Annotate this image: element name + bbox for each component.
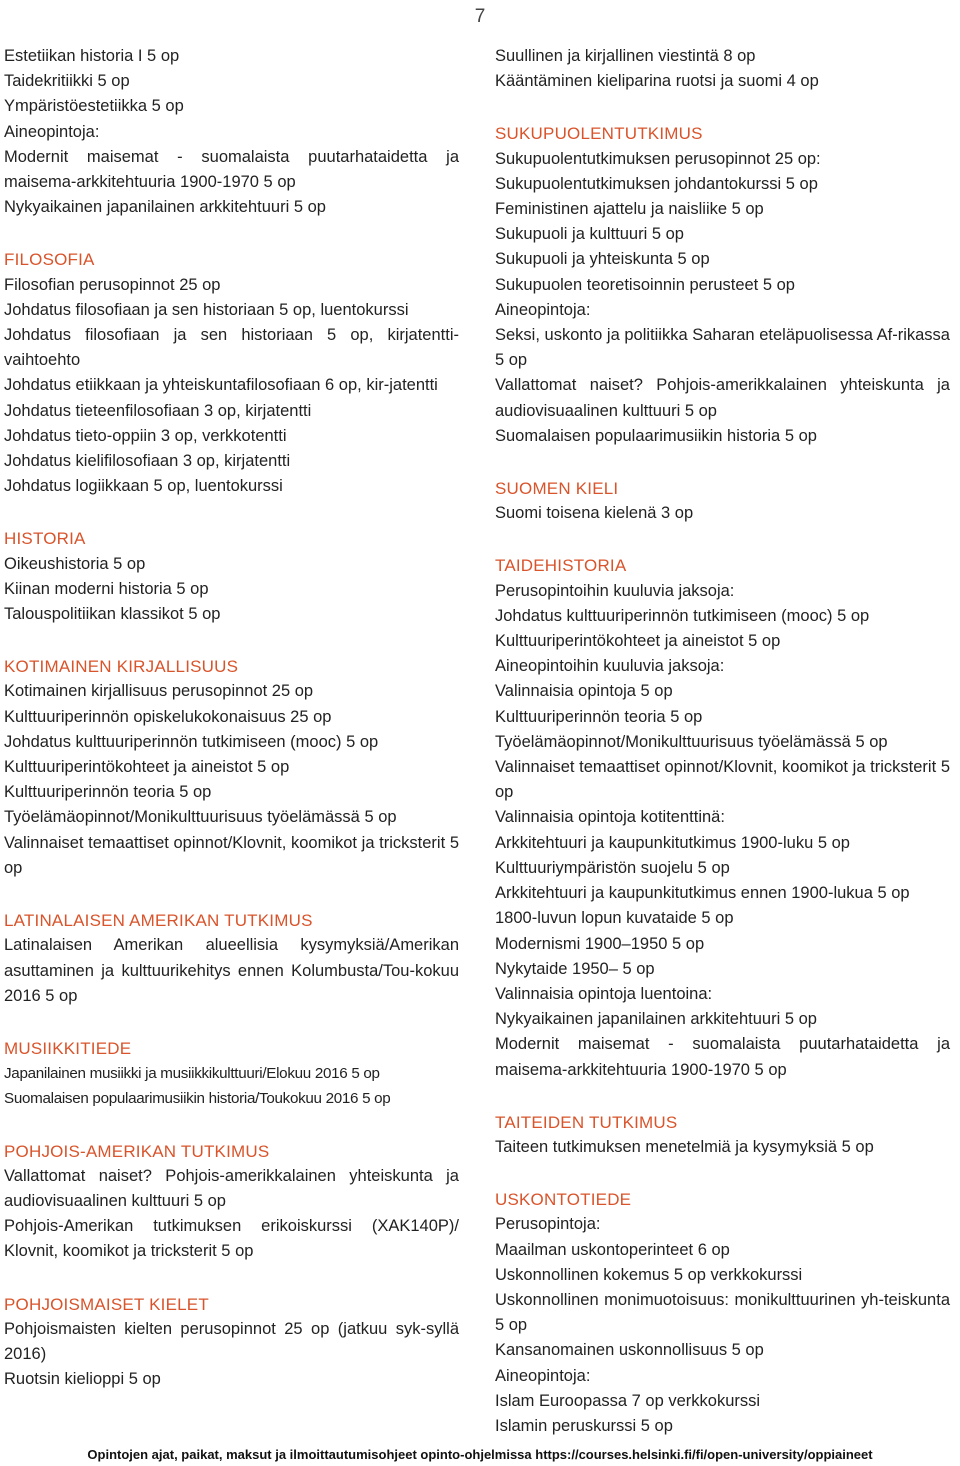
section-historia <box>4 526 459 627</box>
section-heading: SUKUPUOLENTUTKIMUS <box>495 124 703 144</box>
course-item: Johdatus tieto-oppiin 3 op, verkkotentti <box>4 426 287 445</box>
course-item: Suomalaisen populaarimusiikin historia/Toukokuu 2016 5 op <box>4 1090 391 1108</box>
course-item: Suullinen ja kirjallinen viestintä 8 op <box>495 47 756 65</box>
right-column <box>495 44 950 1466</box>
course-item: 1800-luvun lopun kuvataide 5 op <box>495 909 734 928</box>
footer-note: Opintojen ajat, paikat, maksut ja ilmoittautumisohjeet opinto-ohjelmissa https://courses.helsinki.fi/fi/open-university/oppiaineet <box>87 1447 873 1462</box>
course-item: Latinalaisen Amerikan alueellisia kysymyksiä/Amerikan asuttaminen ja kulttuurikehitys ennen Kolumbusta/Tou-kokuu 2016 5 op <box>4 936 459 1005</box>
section-uskontotiede <box>495 1187 950 1439</box>
section-kotimainen-kirjallisuus <box>4 654 459 881</box>
course-item: Johdatus kulttuuriperinnön tutkimiseen (mooc) 5 op <box>495 606 870 625</box>
course-item: Modernismi 1900–1950 5 op <box>495 934 705 953</box>
course-item: Johdatus tieteenfilosofiaan 3 op, kirjatentti <box>4 401 312 420</box>
section-heading: USKONTOTIEDE <box>495 1190 632 1210</box>
course-item: Johdatus filosofiaan ja sen historiaan 5 op, kirjatentti-vaihtoehto <box>4 326 459 370</box>
section-suomen-kieli <box>495 476 950 526</box>
course-item: Sukupuolentutkimuksen johdantokurssi 5 op <box>495 174 818 193</box>
course-item: Pohjois-Amerikan tutkimuksen erikoiskurssi (XAK140P)/ Klovnit, koomikot ja tricksterit 5 op <box>4 1217 459 1261</box>
section-heading: POHJOISMAISET KIELET <box>4 1294 209 1314</box>
course-item: Oikeushistoria 5 op <box>4 554 146 573</box>
course-item: Kulttuuriympäristön suojelu 5 op <box>495 858 730 877</box>
section-taidehistoria <box>495 553 950 1082</box>
course-item: Arkkitehtuuri ja kaupunkitutkimus ennen 1900-lukua 5 op <box>495 884 910 903</box>
course-item: Suomalaisen populaarimusiikin historia 5 op <box>495 426 817 445</box>
course-item: Nykytaide 1950– 5 op <box>495 959 655 978</box>
course-item: Maailman uskontoperinteet 6 op <box>495 1240 730 1259</box>
course-item: Pohjoismaisten kielten perusopinnot 25 op (jatkuu syk-syllä 2016) <box>4 1319 459 1363</box>
course-item: Valinnaisia opintoja 5 op <box>495 682 673 701</box>
section-latinalaisen-amerikan-tutkimus <box>4 908 459 1009</box>
section-heading: MUSIIKKITIEDE <box>4 1038 132 1058</box>
section-heading: HISTORIA <box>4 529 86 549</box>
course-item: Suomi toisena kielenä 3 op <box>495 504 694 523</box>
course-item: Islamin peruskurssi 5 op <box>495 1416 673 1435</box>
course-item: Kansanomainen uskonnollisuus 5 op <box>495 1341 764 1360</box>
course-item: Johdatus etiikkaan ja yhteiskuntafilosofiaan 6 op, kir-jatentti <box>4 376 438 395</box>
course-item: Ruotsin kielioppi 5 op <box>4 1370 161 1389</box>
course-item: Feministinen ajattelu ja naisliike 5 op <box>495 200 764 219</box>
section-filosofia <box>4 247 459 499</box>
course-item: Johdatus kielifilosofiaan 3 op, kirjatentti <box>4 452 291 471</box>
section-heading: TAIDEHISTORIA <box>495 556 627 576</box>
course-item: Modernit maisemat - suomalaista puutarhataidetta ja maisema-arkkitehtuuria 1900-1970 5 op <box>4 147 459 192</box>
course-item: Japanilainen musiikki ja musiikkikulttuuri/Elokuu 2016 5 op <box>4 1065 380 1083</box>
section-heading: KOTIMAINEN KIRJALLISUUS <box>4 657 239 677</box>
section-pohjoismaiset-kielet <box>4 1292 459 1393</box>
section-heading: SUOMEN KIELI <box>495 479 619 499</box>
course-item: Kulttuuriperintökohteet ja aineistot 5 op <box>495 632 781 651</box>
course-item: Aineopintoja: <box>495 300 591 319</box>
left-column <box>4 44 459 1419</box>
section-musiikkitiede <box>4 1036 459 1112</box>
course-item: Johdatus logiikkaan 5 op, luentokurssi <box>4 477 283 496</box>
section-sukupuolentutkimus <box>495 121 950 449</box>
course-item: Vallattomat naiset? Pohjois-amerikkalainen yhteiskunta ja audiovisuaalinen kulttuuri 5 op <box>495 376 950 420</box>
section-heading: TAITEIDEN TUTKIMUS <box>495 1112 678 1132</box>
course-item: Vallattomat naiset? Pohjois-amerikkalainen yhteiskunta ja audiovisuaalinen kulttuuri 5 op <box>4 1166 459 1210</box>
section-continued <box>4 44 459 220</box>
course-item: Uskonnollinen monimuotoisuus: monikulttuurinen yh-teiskunta 5 op <box>495 1290 950 1335</box>
course-item: Modernit maisemat - suomalaista puutarhataidetta ja maisema-arkkitehtuuria 1900-1970 5 op <box>495 1035 950 1079</box>
course-item: Perusopintoihin kuuluvia jaksoja: <box>495 581 735 600</box>
course-item: Estetiikan historia I 5 op <box>4 47 180 65</box>
course-item: Arkkitehtuuri ja kaupunkitutkimus 1900-luku 5 op <box>495 833 850 852</box>
section-taiteiden-tutkimus <box>495 1110 950 1160</box>
course-item: Kiinan moderni historia 5 op <box>4 579 209 598</box>
course-item: Aineopintoja: <box>4 122 100 141</box>
section-pohjois-amerikan-tutkimus <box>4 1139 459 1265</box>
course-item: Kääntäminen kieliparina ruotsi ja suomi 4 op <box>495 72 819 91</box>
course-item: Kulttuuriperinnön teoria 5 op <box>495 707 703 726</box>
course-item: Aineopintoja: <box>495 1366 591 1385</box>
course-item: Uskonnollinen kokemus 5 op verkkokurssi <box>495 1265 803 1284</box>
course-item: Nykyaikainen japanilainen arkkitehtuuri 5 op <box>4 198 326 217</box>
course-item: Talouspolitiikan klassikot 5 op <box>4 605 221 624</box>
course-item: Kulttuuriperinnön teoria 5 op <box>4 783 212 802</box>
course-item: Taidekritiikki 5 op <box>4 72 130 91</box>
section-heading: LATINALAISEN AMERIKAN TUTKIMUS <box>4 911 313 931</box>
course-item: Työelämäopinnot/Monikulttuurisuus työelämässä 5 op <box>495 732 888 751</box>
course-item: Kulttuuriperintökohteet ja aineistot 5 op <box>4 758 290 777</box>
course-item: Kotimainen kirjallisuus perusopinnot 25 op <box>4 682 314 701</box>
course-item: Taiteen tutkimuksen menetelmiä ja kysymyksiä 5 op <box>495 1137 874 1156</box>
section-heading: POHJOIS-AMERIKAN TUTKIMUS <box>4 1141 270 1161</box>
course-item: Sukupuoli ja kulttuuri 5 op <box>495 225 684 244</box>
course-item: Islam Euroopassa 7 op verkkokurssi <box>495 1391 761 1410</box>
course-item: Seksi, uskonto ja politiikka Saharan eteläpuolisessa Af-rikassa 5 op <box>495 326 950 370</box>
course-item: Valinnaiset temaattiset opinnot/Klovnit, koomikot ja tricksterit 5 op <box>4 833 459 877</box>
course-item: Perusopintoja: <box>495 1215 601 1234</box>
course-item: Johdatus kulttuuriperinnön tutkimiseen (mooc) 5 op <box>4 732 379 751</box>
course-item: Nykyaikainen japanilainen arkkitehtuuri 5 op <box>495 1010 817 1029</box>
course-item: Valinnaiset temaattiset opinnot/Klovnit, koomikot ja tricksterit 5 op <box>495 758 950 802</box>
course-item: Kulttuuriperinnön opiskelukokonaisuus 25 op <box>4 707 332 726</box>
course-item: Ympäristöestetiikka 5 op <box>4 97 184 116</box>
course-item: Sukupuolentutkimuksen perusopinnot 25 op: <box>495 149 821 168</box>
page-number: 7 <box>474 6 486 27</box>
course-item: Sukupuoli ja yhteiskunta 5 op <box>495 250 710 269</box>
section-continued <box>495 44 950 94</box>
course-item: Työelämäopinnot/Monikulttuurisuus työelämässä 5 op <box>4 808 397 827</box>
course-item: Johdatus filosofiaan ja sen historiaan 5 op, luentokurssi <box>4 300 409 319</box>
course-item: Filosofian perusopinnot 25 op <box>4 275 221 294</box>
section-heading: FILOSOFIA <box>4 250 95 270</box>
course-item: Valinnaisia opintoja kotitenttinä: <box>495 808 725 827</box>
course-item: Aineopintoihin kuuluvia jaksoja: <box>495 657 725 676</box>
course-item: Sukupuolen teoretisoinnin perusteet 5 op <box>495 275 795 294</box>
course-item: Valinnaisia opintoja luentoina: <box>495 984 713 1003</box>
